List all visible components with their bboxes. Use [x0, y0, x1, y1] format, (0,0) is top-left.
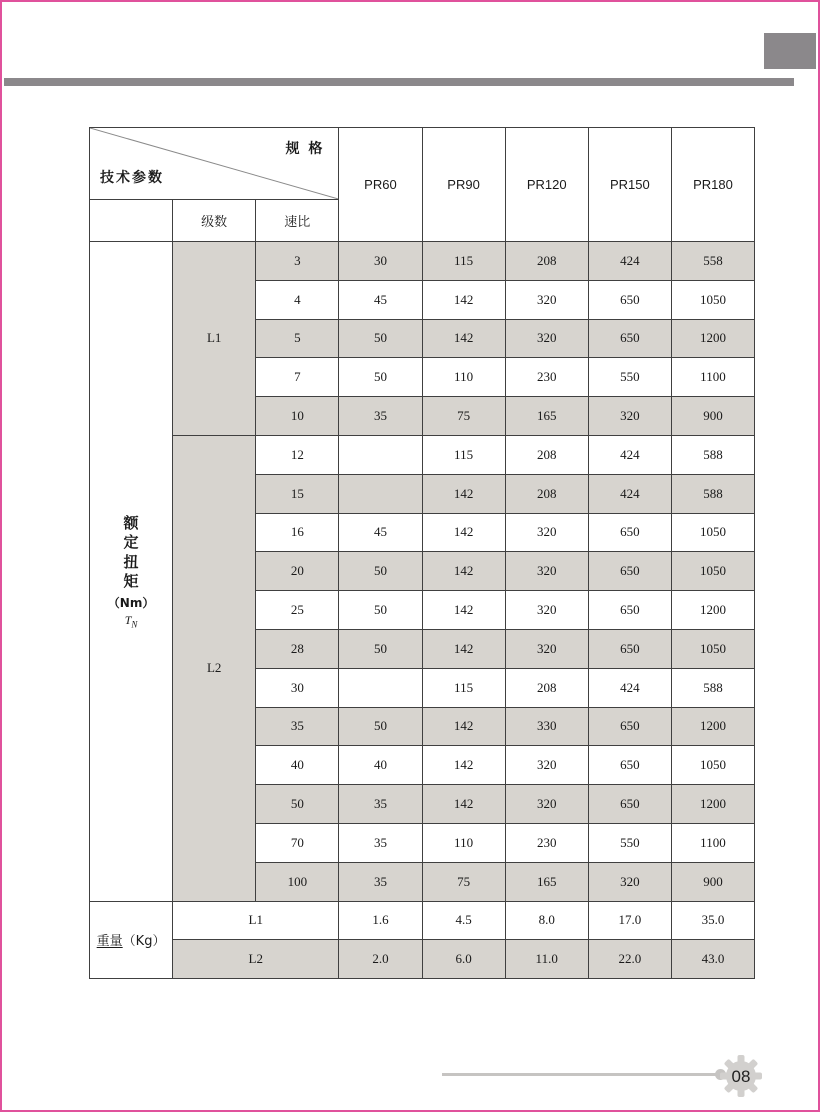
- spec-table: [89, 127, 755, 979]
- weight-value-cell: 43.0: [671, 940, 754, 979]
- torque-value-cell: 230: [505, 358, 588, 397]
- torque-value-cell: 142: [422, 707, 505, 746]
- torque-value-cell: 650: [588, 591, 671, 630]
- ratio-cell: 35: [256, 707, 339, 746]
- torque-value-cell: 650: [588, 552, 671, 591]
- ratio-cell: 10: [256, 397, 339, 436]
- torque-value-cell: 115: [422, 242, 505, 281]
- diagonal-header-cell: [90, 128, 339, 200]
- page-number: 08: [731, 1067, 751, 1086]
- torque-value-cell: 320: [505, 629, 588, 668]
- footer-rule: [442, 1073, 720, 1076]
- weight-value-cell: 1.6: [339, 901, 422, 940]
- torque-value-cell: 142: [422, 591, 505, 630]
- torque-value-cell: 424: [588, 242, 671, 281]
- subheader-stage: 级数: [173, 200, 256, 242]
- torque-unit-label: （Nm）: [107, 595, 155, 610]
- torque-value-cell: 558: [671, 242, 754, 281]
- torque-value-cell: 142: [422, 785, 505, 824]
- torque-value-cell: [339, 474, 422, 513]
- gear-icon: [719, 1054, 763, 1098]
- torque-value-cell: 35: [339, 862, 422, 901]
- header-row-1: [90, 128, 755, 200]
- torque-value-cell: 208: [505, 242, 588, 281]
- weight-row: [90, 940, 755, 979]
- torque-value-cell: 110: [422, 823, 505, 862]
- torque-value-cell: 1100: [671, 358, 754, 397]
- weight-row: [90, 901, 755, 940]
- ratio-cell: 20: [256, 552, 339, 591]
- torque-value-cell: 900: [671, 862, 754, 901]
- column-header-pr150: PR150: [588, 128, 671, 242]
- torque-value-cell: 650: [588, 280, 671, 319]
- torque-value-cell: 35: [339, 785, 422, 824]
- torque-value-cell: 588: [671, 668, 754, 707]
- torque-value-cell: 320: [505, 552, 588, 591]
- ratio-cell: 100: [256, 862, 339, 901]
- torque-value-cell: 208: [505, 668, 588, 707]
- torque-value-cell: 424: [588, 435, 671, 474]
- torque-value-cell: 45: [339, 280, 422, 319]
- torque-value-cell: 50: [339, 552, 422, 591]
- torque-value-cell: 1100: [671, 823, 754, 862]
- weight-value-cell: 17.0: [588, 901, 671, 940]
- ratio-cell: 30: [256, 668, 339, 707]
- torque-value-cell: 142: [422, 513, 505, 552]
- torque-value-cell: 650: [588, 629, 671, 668]
- torque-value-cell: [339, 668, 422, 707]
- torque-value-cell: 208: [505, 474, 588, 513]
- weight-value-cell: 2.0: [339, 940, 422, 979]
- weight-value-cell: 4.5: [422, 901, 505, 940]
- torque-value-cell: 75: [422, 862, 505, 901]
- ratio-cell: 16: [256, 513, 339, 552]
- torque-value-cell: 330: [505, 707, 588, 746]
- weight-label-cell: [90, 901, 173, 979]
- torque-value-cell: 75: [422, 397, 505, 436]
- torque-value-cell: 650: [588, 513, 671, 552]
- torque-value-cell: 50: [339, 707, 422, 746]
- ratio-cell: 3: [256, 242, 339, 281]
- torque-value-cell: 320: [588, 862, 671, 901]
- torque-value-cell: 320: [505, 591, 588, 630]
- torque-value-cell: 320: [505, 746, 588, 785]
- torque-value-cell: 320: [505, 280, 588, 319]
- stage-cell-l2: L2: [173, 435, 256, 901]
- torque-value-cell: 900: [671, 397, 754, 436]
- torque-value-cell: 142: [422, 629, 505, 668]
- ratio-cell: 12: [256, 435, 339, 474]
- column-header-pr90: PR90: [422, 128, 505, 242]
- weight-value-cell: 8.0: [505, 901, 588, 940]
- column-header-pr180: PR180: [671, 128, 754, 242]
- torque-value-cell: 424: [588, 474, 671, 513]
- torque-value-cell: 1050: [671, 513, 754, 552]
- torque-param-label-cell: [90, 242, 173, 902]
- torque-value-cell: 35: [339, 397, 422, 436]
- torque-value-cell: 1200: [671, 707, 754, 746]
- torque-value-cell: 50: [339, 319, 422, 358]
- weight-label-unit: （Kg）: [122, 934, 166, 950]
- weight-stage-cell: L1: [173, 901, 339, 940]
- weight-value-cell: 6.0: [422, 940, 505, 979]
- torque-value-cell: 320: [505, 785, 588, 824]
- torque-value-cell: [339, 435, 422, 474]
- torque-value-cell: 208: [505, 435, 588, 474]
- ratio-cell: 25: [256, 591, 339, 630]
- torque-value-cell: 230: [505, 823, 588, 862]
- column-header-pr120: PR120: [505, 128, 588, 242]
- weight-value-cell: 11.0: [505, 940, 588, 979]
- torque-value-cell: 142: [422, 474, 505, 513]
- torque-value-cell: 424: [588, 668, 671, 707]
- torque-row: [90, 435, 755, 474]
- ratio-cell: 15: [256, 474, 339, 513]
- torque-value-cell: 35: [339, 823, 422, 862]
- torque-value-cell: 588: [671, 435, 754, 474]
- torque-value-cell: 1200: [671, 785, 754, 824]
- ratio-cell: 7: [256, 358, 339, 397]
- torque-value-cell: 1200: [671, 591, 754, 630]
- torque-row: [90, 242, 755, 281]
- torque-value-cell: 45: [339, 513, 422, 552]
- torque-value-cell: 142: [422, 280, 505, 319]
- corner-label-spec: 规 格: [285, 141, 325, 157]
- ratio-cell: 5: [256, 319, 339, 358]
- torque-value-cell: 115: [422, 668, 505, 707]
- torque-value-cell: 50: [339, 591, 422, 630]
- torque-value-cell: 1200: [671, 319, 754, 358]
- weight-value-cell: 22.0: [588, 940, 671, 979]
- torque-value-cell: 115: [422, 435, 505, 474]
- torque-value-cell: 1050: [671, 629, 754, 668]
- torque-value-cell: 550: [588, 823, 671, 862]
- torque-value-cell: 50: [339, 629, 422, 668]
- torque-value-cell: 320: [505, 319, 588, 358]
- empty-header-cell: [90, 200, 173, 242]
- torque-value-cell: 165: [505, 862, 588, 901]
- weight-value-cell: 35.0: [671, 901, 754, 940]
- torque-value-cell: 650: [588, 785, 671, 824]
- ratio-cell: 50: [256, 785, 339, 824]
- torque-value-cell: 40: [339, 746, 422, 785]
- table-body: [90, 242, 755, 979]
- torque-value-cell: 650: [588, 746, 671, 785]
- ratio-cell: 40: [256, 746, 339, 785]
- ratio-cell: 4: [256, 280, 339, 319]
- torque-value-cell: 1050: [671, 280, 754, 319]
- weight-stage-cell: L2: [173, 940, 339, 979]
- weight-label-main: 重量: [96, 934, 123, 950]
- torque-value-cell: 142: [422, 552, 505, 591]
- torque-value-cell: 50: [339, 358, 422, 397]
- subheader-ratio: 速比: [256, 200, 339, 242]
- torque-value-cell: 588: [671, 474, 754, 513]
- torque-value-cell: 550: [588, 358, 671, 397]
- torque-value-cell: 1050: [671, 552, 754, 591]
- torque-label: [90, 514, 172, 629]
- torque-value-cell: 320: [588, 397, 671, 436]
- torque-symbol: $T_N$: [124, 612, 138, 629]
- header-corner-block: [764, 33, 816, 69]
- torque-value-cell: 650: [588, 707, 671, 746]
- torque-value-cell: 1050: [671, 746, 754, 785]
- ratio-cell: 28: [256, 629, 339, 668]
- torque-value-cell: 142: [422, 319, 505, 358]
- torque-label-vertical-text: 额定扭矩: [123, 513, 139, 591]
- column-header-pr60: PR60: [339, 128, 422, 242]
- torque-value-cell: 110: [422, 358, 505, 397]
- torque-value-cell: 165: [505, 397, 588, 436]
- ratio-cell: 70: [256, 823, 339, 862]
- stage-cell-l1: L1: [173, 242, 256, 436]
- torque-value-cell: 650: [588, 319, 671, 358]
- spec-table-container: [89, 127, 755, 979]
- torque-value-cell: 30: [339, 242, 422, 281]
- torque-value-cell: 142: [422, 746, 505, 785]
- header-rule-bar: [4, 78, 794, 86]
- corner-label-parameters: 技术参数: [100, 170, 164, 186]
- torque-value-cell: 320: [505, 513, 588, 552]
